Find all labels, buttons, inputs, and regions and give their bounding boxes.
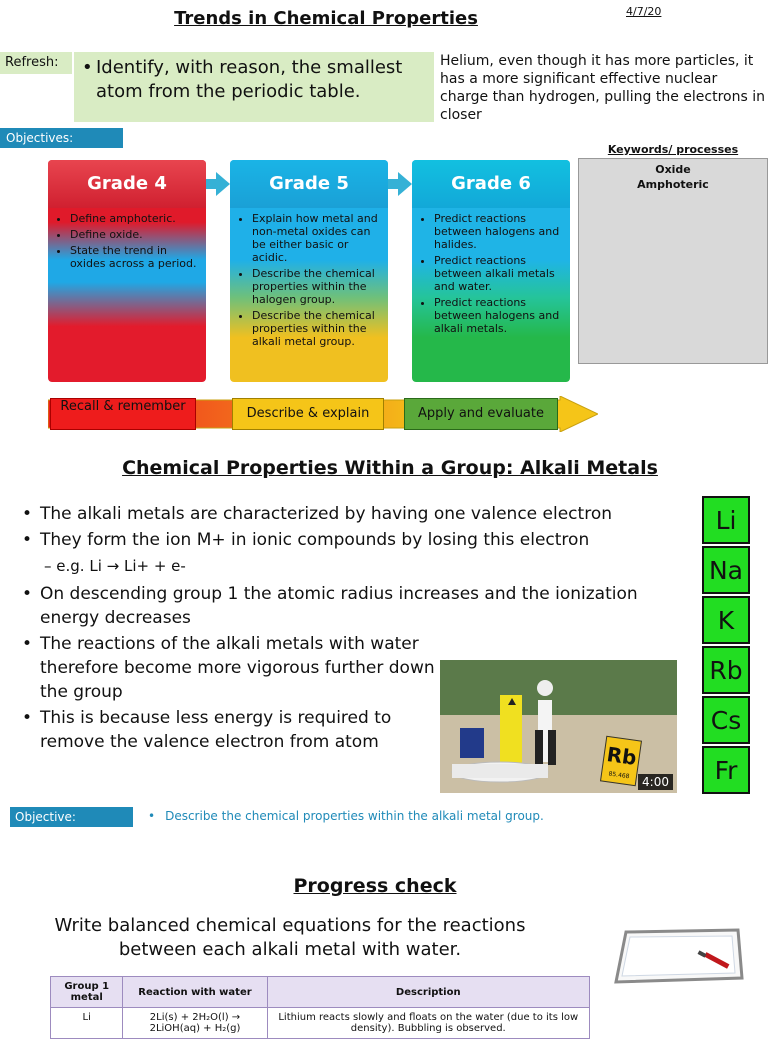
grade-6-card <box>412 160 570 382</box>
keyword-item: Oxide <box>655 163 691 176</box>
grade-6-title: Grade 6 <box>412 160 570 208</box>
arrow-shaft <box>206 179 216 189</box>
section-title: Chemical Properties Within a Group: Alkali Metals <box>122 457 658 479</box>
grade-6-item: • Predict reactions between alkali metals and water. <box>434 254 566 293</box>
keyword-item: Amphoteric <box>637 178 709 191</box>
refresh-label: Refresh: <box>0 52 72 74</box>
progress-check-title: Progress check <box>293 875 457 897</box>
rb-sign-symbol: Rb <box>605 742 639 770</box>
table-header: Reaction with water <box>123 977 267 1008</box>
table-header: Description <box>267 977 589 1008</box>
date-label: 4/7/20 <box>626 5 662 18</box>
right-arrow-icon <box>216 172 230 196</box>
list-item: • On descending group 1 the atomic radius increases and the ionization energy decreases <box>22 584 638 628</box>
refresh-question-box <box>74 52 434 122</box>
grade-4-item: • Define oxide. <box>70 228 202 241</box>
whiteboard-drawing <box>612 928 744 984</box>
progress-arrow <box>48 396 598 432</box>
refresh-question: Identify, with reason, the smallest atom from the periodic table. <box>96 57 403 102</box>
whiteboard-icon <box>612 928 744 984</box>
sub-list-item: – e.g. Li → Li+ + e- <box>44 557 186 575</box>
table-cell: 2Li(s) + 2H₂O(l) → 2LiOH(aq) + H₂(g) <box>123 1008 267 1039</box>
video-thumbnail[interactable] <box>440 660 677 793</box>
progress-check-instruction: Write balanced chemical equations for the reactions between each alkali metal with water. <box>54 915 526 960</box>
objective-label: Objective: <box>10 807 133 827</box>
alkali-elements-column <box>702 496 752 796</box>
table-header: Group 1 metal <box>51 977 123 1008</box>
grade-4-item: • Define amphoteric. <box>70 212 202 225</box>
video-duration: 4:00 <box>638 774 673 790</box>
list-item: • The alkali metals are characterized by having one valence electron <box>22 504 612 524</box>
grade-6-item: • Predict reactions between halogens and alkali metals. <box>434 296 566 335</box>
page-title: Trends in Chemical Properties <box>174 8 478 29</box>
grade-4-title: Grade 4 <box>48 160 206 208</box>
objective-text: • Describe the chemical properties within the alkali metal group. <box>148 809 544 823</box>
keywords-title: Keywords/ processes <box>607 143 739 156</box>
objectives-label: Objectives: <box>0 128 123 148</box>
arrow-shaft <box>388 179 398 189</box>
reactions-table <box>50 976 590 1039</box>
element-tile: Li <box>702 496 750 544</box>
element-tile: Rb <box>702 646 750 694</box>
table-cell: Lithium reacts slowly and floats on the water (due to its low density). Bubbling is observed. <box>267 1008 589 1039</box>
refresh-answer: Helium, even though it has more particles, it has a more significant effective nuclear charge than hydrogen, pulling the electrons in closer <box>440 53 765 123</box>
grade-5-item: • Describe the chemical properties within the alkali metal group. <box>252 309 384 348</box>
table-row <box>51 1008 590 1039</box>
stage-apply: Apply and evaluate <box>404 398 558 430</box>
grade-4-item: • State the trend in oxides across a period. <box>70 244 202 270</box>
right-arrow-icon <box>398 172 412 196</box>
rb-sign <box>600 736 642 787</box>
grade-5-item: • Describe the chemical properties within the halogen group. <box>252 267 384 306</box>
element-tile: Cs <box>702 696 750 744</box>
element-tile: K <box>702 596 750 644</box>
list-item: • This is because less energy is required to remove the valence electron from atom <box>22 708 392 752</box>
rb-sign-caption: 85.468 <box>608 770 630 781</box>
grade-5-item: • Explain how metal and non-metal oxides can be either basic or acidic. <box>252 212 384 264</box>
keywords-box <box>578 158 768 364</box>
bullet-dot-icon: • <box>148 809 156 823</box>
stage-recall: Recall & remember <box>50 398 196 430</box>
table-cell: Li <box>51 1008 123 1039</box>
grade-5-title: Grade 5 <box>230 160 388 208</box>
element-tile: Na <box>702 546 750 594</box>
list-item: • They form the ion M+ in ionic compounds by losing this electron <box>22 530 590 550</box>
bullet-dot-icon: • <box>82 57 93 78</box>
grade-6-item: • Predict reactions between halogens and halides. <box>434 212 566 251</box>
grade-5-card <box>230 160 388 382</box>
list-item: • The reactions of the alkali metals with water therefore become more vigorous further down the group <box>22 634 435 702</box>
stage-describe: Describe & explain <box>232 398 384 430</box>
grade-4-card <box>48 160 206 382</box>
element-tile: Fr <box>702 746 750 794</box>
